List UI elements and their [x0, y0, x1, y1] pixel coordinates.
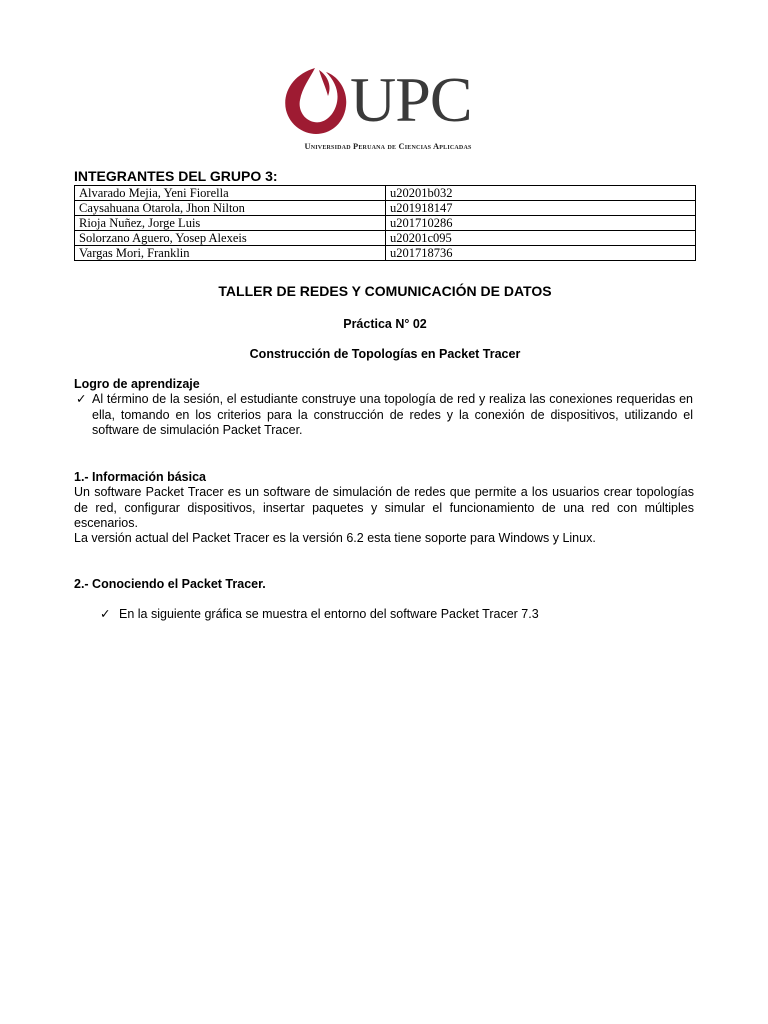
members-table [74, 185, 696, 261]
table-row [75, 201, 696, 216]
member-code: u20201c095 [386, 231, 696, 246]
member-code: u201918147 [386, 201, 696, 216]
upc-logo-subtitle: Universidad Peruana de Ciencias Aplicadas [304, 142, 472, 151]
upc-flame-icon [282, 66, 348, 136]
document-title: TALLER DE REDES Y COMUNICACIÓN DE DATOS [218, 283, 552, 299]
table-row [75, 186, 696, 201]
members-title: INTEGRANTES DEL GRUPO 3: [74, 168, 278, 184]
member-name: Rioja Nuñez, Jorge Luis [75, 216, 386, 231]
practica-number: Práctica N° 02 [343, 317, 427, 331]
member-code: u201710286 [386, 216, 696, 231]
member-code: u20201b032 [386, 186, 696, 201]
table-row [75, 246, 696, 261]
section1-paragraph-2: La versión actual del Packet Tracer es la versión 6.2 esta tiene soporte para Windows y Linux. [74, 531, 596, 545]
member-name: Vargas Mori, Franklin [75, 246, 386, 261]
section1-heading: 1.- Información básica [74, 470, 206, 484]
document-subtitle: Construcción de Topologías en Packet Tracer [249, 347, 521, 361]
logro-heading: Logro de aprendizaje [74, 377, 200, 391]
section2-bullet: En la siguiente gráfica se muestra el entorno del software Packet Tracer 7.3 [119, 607, 539, 621]
upc-logo-text: UPC [350, 64, 472, 135]
checkmark-icon: ✓ [76, 392, 87, 406]
logro-bullet: Al término de la sesión, el estudiante construye una topología de red y realiza las conexiones requeridas en ella, tomando en los criterios para la construcción de redes y la conexión de dispositivos, utilizando el software de simulación Packet Tracer. [92, 392, 693, 437]
table-row [75, 231, 696, 246]
table-row [75, 216, 696, 231]
member-code: u201718736 [386, 246, 696, 261]
member-name: Caysahuana Otarola, Jhon Nilton [75, 201, 386, 216]
member-name: Alvarado Mejia, Yeni Fiorella [75, 186, 386, 201]
member-name: Solorzano Aguero, Yosep Alexeis [75, 231, 386, 246]
section1-paragraph: Un software Packet Tracer es un software de simulación de redes que permite a los usuarios crear topologías de red, configurar dispositivos, insertar paquetes y simular el funcionamiento de una red con múltiples escenarios. [74, 485, 694, 530]
section2-heading: 2.- Conociendo el Packet Tracer. [74, 577, 266, 591]
upc-logo [282, 66, 494, 156]
checkmark-icon: ✓ [100, 607, 111, 621]
